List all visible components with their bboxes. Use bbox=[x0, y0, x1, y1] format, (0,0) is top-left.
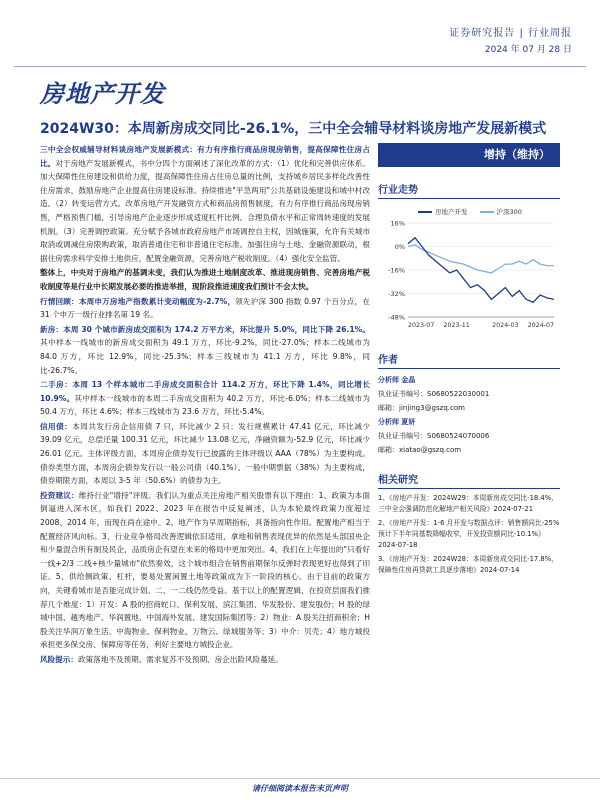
paragraph-credit-bonds bbox=[40, 420, 370, 488]
paragraph-bold-text: 整体上，中央对于房地产的基调未变，我们认为推进土地制度改革、推进现房销售、完善房地产税收制度等是行业中长期发展必要的推进举措，现阶段推进速度我们预计不会太快。 bbox=[40, 268, 370, 291]
paragraph-lead: 二手房：本周 13 个样本城市二手房成交面积合计 114.2 万方，环比下降 1.4%，同比增长 10.9%。 bbox=[40, 380, 370, 403]
author-email-link[interactable]: xiatao@gszq.com bbox=[399, 446, 462, 454]
author-email-link[interactable]: jinjing3@gszq.com bbox=[399, 404, 465, 412]
legend-item-property bbox=[418, 207, 468, 217]
authors-title: 作者 bbox=[378, 351, 560, 369]
author-name: 夏妍 bbox=[401, 418, 416, 426]
report-header bbox=[449, 26, 572, 58]
paragraph-lead: 投资建议： bbox=[40, 490, 79, 500]
trend-chart bbox=[378, 207, 560, 337]
paragraph-lead: 信用债： bbox=[40, 421, 73, 431]
author-role: 分析师 bbox=[378, 376, 399, 384]
email-label: 邮箱： bbox=[378, 404, 399, 412]
y-tick-label: -48% bbox=[388, 313, 405, 322]
cert-number: S0680522030001 bbox=[427, 390, 490, 398]
paragraph-lead: 新房：本周 30 个城市新房成交面积为 174.2 万平方米，环比提升 5.0%，同比下降 26.1%。 bbox=[40, 324, 370, 334]
trend-chart-svg bbox=[378, 217, 560, 335]
x-tick-label: 2024-07 bbox=[527, 322, 554, 329]
paragraph-risks bbox=[40, 653, 370, 667]
y-tick-label: 16% bbox=[390, 219, 405, 228]
paragraph-text: 其中样本一线城市的新房成交面积为 49.1 万方，环比-9.2%，同比-27.0%；样本二线城市为 84.0 万方，环比 12.9%，同比-25.3%；样本三线城市为 41.1 万方，环比 9.8%，同比-26.7%。 bbox=[40, 338, 370, 375]
y-tick-label: -32% bbox=[388, 290, 405, 298]
x-tick-label: 2023-11 bbox=[443, 322, 470, 329]
related-list bbox=[378, 493, 560, 576]
sidebar bbox=[378, 143, 560, 579]
related-item[interactable]: 2、《房地产开发：1-6 月开发与数据点评：销售额同比-25%预计下半年同基数降幅收窄，开发投资额同比-10.1%》2024-07-18 bbox=[378, 519, 560, 549]
authors-list bbox=[378, 373, 560, 457]
paragraph-text: 政策落地不及预期、需求复苏不及预期、房企出险风险蔓延。 bbox=[77, 654, 283, 664]
paragraph-new-homes bbox=[40, 323, 370, 377]
related-title: 相关研究 bbox=[378, 471, 560, 489]
author-1 bbox=[378, 373, 560, 415]
paragraph-lead: 三中全会权威辅导材料谈房地产发展新模式：有力有序推行商品房现房销售，提高保障性住房占比。 bbox=[40, 145, 370, 168]
author-role: 分析师 bbox=[378, 418, 399, 426]
report-type: 证券研究报告 | 行业周报 bbox=[449, 28, 572, 39]
chart-legend bbox=[418, 207, 560, 217]
cert-label: 执业证书编号： bbox=[378, 432, 427, 440]
paragraph-second-hand bbox=[40, 378, 370, 419]
y-tick-label: 0% bbox=[394, 243, 405, 251]
related-item[interactable]: 3、《房地产开发：2024W28：本周新房成交同比-17.8%，保障性住房再贷款工具逐步落地》2024-07-14 bbox=[378, 555, 558, 574]
author-2 bbox=[378, 415, 560, 457]
rating-badge: 增持（维持） bbox=[378, 143, 560, 167]
x-tick-label: 2024-03 bbox=[492, 322, 519, 329]
legend-label: 房地产开发 bbox=[435, 208, 468, 216]
report-date: 2024 年 07 月 28 日 bbox=[484, 45, 572, 55]
paragraph-text: 对于房地产发展新模式，书中分四个方面阐述了深化改革的方式：（1）优化和完善供应体系。加大保障性住房建设和供给力度，提高保障性住房占住房总量的比例，支持城乡居民多样化改善性住房需求，鼓励房地产企业提高住房建设标准。持续推进"平急两用"公共基础设施建设和城中村改造。（2）转变运营方式。改革房地产开发融资方式和商品房预售制度，有力有序推行商品房现房销售，严格预售门槛，引导房地产企业逐步形成适度杠杆比例、合理负债水平和正常周转速度的发展机制。（3）完善调控政策。充分赋予各城市政府房地产市场调控自主权，因城施策，允许有关城市取消或调减住房限购政策，取消普通住宅和非普通住宅标准。加强住房与土地、金融资源联动，根据住房需求科学安排土地供应，配置金融资源，完善房地产税收制度。（4）强化安全监管。 bbox=[40, 158, 371, 263]
legend-label: 沪深300 bbox=[496, 208, 522, 216]
x-tick-label: 2023-07 bbox=[408, 322, 435, 329]
header-divider bbox=[14, 66, 586, 67]
y-tick-label: -16% bbox=[388, 266, 405, 275]
email-label: 邮箱： bbox=[378, 446, 399, 454]
report-body bbox=[40, 143, 370, 668]
industry-title: 房地产开发 bbox=[40, 80, 165, 108]
paragraph-investment bbox=[40, 489, 370, 652]
paragraph-lead: 行情回顾：本周申万房地产指数累计变动幅度为-2.7%， bbox=[40, 296, 236, 306]
paragraph-lead: 风险提示： bbox=[40, 654, 78, 664]
cert-number: S0680524070006 bbox=[427, 432, 490, 440]
related-item[interactable]: 1、《房地产开发：2024W29：本周新房成交同比-18.4%，三中全会强调防范化解地产相关风险》2024-07-21 bbox=[378, 494, 558, 513]
series-line bbox=[408, 245, 554, 273]
footer-disclaimer: 请仔细阅读本报告末页声明 bbox=[0, 778, 600, 800]
report-headline: 2024W30：本周新房成交同比-26.1%，三中全会辅导材料谈房地产发展新模式 bbox=[40, 121, 547, 137]
author-name: 金晶 bbox=[401, 376, 416, 384]
paragraph-text: 维持行业"增持"评级。我们认为重点关注房地产相关股票有以下理由：1、政策为本面倒逼进入深水区，如我们 2022、2023 年在报告中反复阐述，认为本轮最终政策力度超过 2008、2014 年，而现在尚在途中。2、地产作为早周期指标，具备指向性作用。配置地产相当于配置经济风向标。3、行业竞争格局改善逻辑依旧适用，拿地和销售表现优异的依然是头部国央企和少量混合所有制及民企，品质房企有望在未来的格局中更加突出。4、我们在上年提出的"只看好一线+2/3 二线+核少量城市"依然奏效，这个城市组合在销售前期保尔反弹时表现更好也得到了印证。5、供给侧政策、杠杆，要易处置闲置土地等政策成为下一阶段的核心。由于目前的政策方向，关键看城市是否能完成计划。二、一二线仍然受益。基于以上的配置逻辑，在投资层面我们推荐几个维度：1）开发：A 股的招商蛇口、保利发展、滨江集团、华发股份、建发股份；H 股的绿城中国、越秀地产、华润置地、中国海外发展、建发国际集团等；2）物业：A 股关注招商积余；H 股关注华润万象生活、中海物业、保利物业、万物云、绿城服务等；3）中介：贝壳；4）地方城投承担更多保交房、保障房等任务，利好主要地方城投企业。 bbox=[40, 490, 370, 650]
paragraph-market-review bbox=[40, 295, 370, 322]
paragraph-text: 其中样本一线城市的本周二手房成交面积为 40.2 万方，环比-6.0%；样本二线城市为 50.4 万方，环比 4.6%；样本三线城市为 23.6 万方，环比-5.4%。 bbox=[40, 393, 370, 417]
legend-item-csi300 bbox=[480, 207, 522, 217]
paragraph-text: 领先沪深 300 指数 0.97 个百分点，在 31 个申万一级行业排名第 19 名。 bbox=[40, 296, 370, 320]
trend-title: 行业走势 bbox=[378, 181, 560, 199]
cert-label: 执业证书编号： bbox=[378, 390, 427, 398]
paragraph-summary bbox=[40, 266, 370, 293]
paragraph-new-model bbox=[40, 143, 370, 265]
paragraph-text: 本周共发行房企信用债 7 只，环比减少 2 只；发行规模累计 47.41 亿元，环比减少 39.09 亿元，总偿还量 100.31 亿元，环比减少 13.08 亿元，净融资额为-52.9 亿元，环比减少 26.01 亿元。主体评级方面，本周房企债券发行已披露的主体评级以 AAA（78%）为主要构成。债券类型方面，本周房企债券发行以一般公司债（40.1%）、一般中期票据（38%）为主要构成，债券期限方面，本周以 3-5 年（50.6%）的债券为主。 bbox=[40, 421, 371, 486]
